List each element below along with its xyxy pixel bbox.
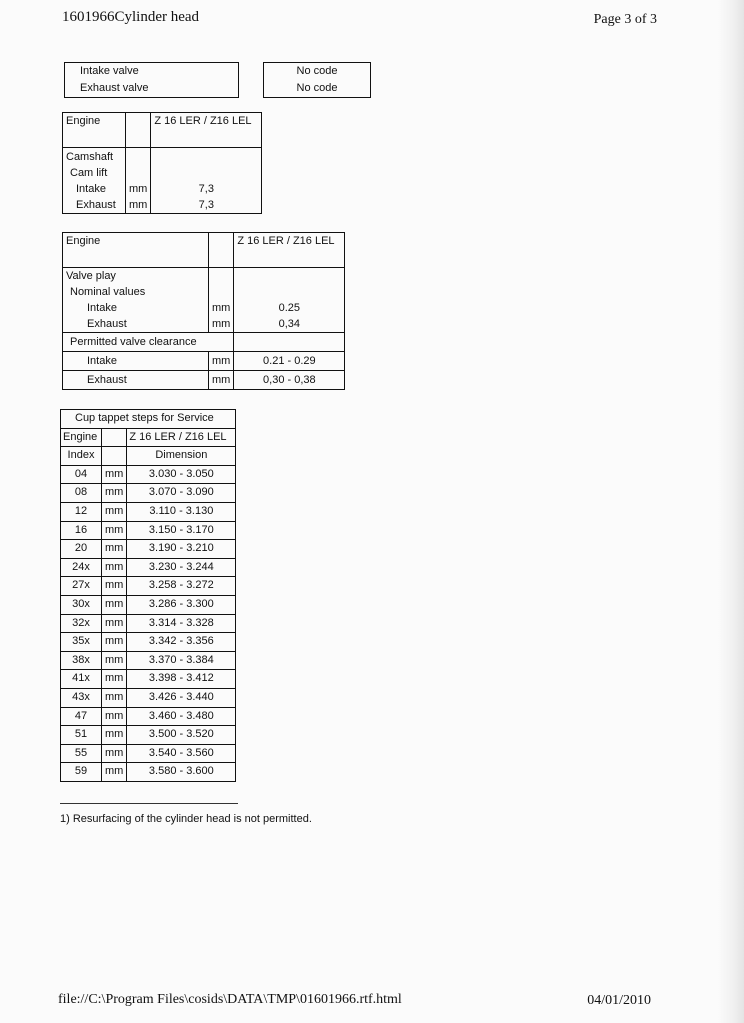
unit: mm <box>209 300 234 316</box>
table-row <box>63 113 262 148</box>
index-cell: 24x <box>61 558 102 577</box>
value: 0.25 <box>234 300 345 316</box>
footnote: 1) Resurfacing of the cylinder head is not permitted. <box>60 813 312 825</box>
valve-code-table <box>64 62 371 98</box>
valve-label: Intake valve <box>65 63 239 81</box>
dimension-cell: 3.370 - 3.384 <box>127 651 236 670</box>
index-cell: 04 <box>61 465 102 484</box>
unit: mm <box>126 181 151 197</box>
unit-cell: mm <box>102 614 127 633</box>
value: 7,3 <box>151 181 262 197</box>
index-cell: 47 <box>61 707 102 726</box>
sub-label: Cam lift <box>63 165 126 181</box>
unit-cell: mm <box>102 670 127 689</box>
dimension-cell: 3.030 - 3.050 <box>127 465 236 484</box>
dimension-cell: 3.110 - 3.130 <box>127 502 236 521</box>
dimension-cell: 3.258 - 3.272 <box>127 577 236 596</box>
table-row <box>61 633 236 652</box>
table-row <box>63 316 345 333</box>
table-row <box>61 726 236 745</box>
row-label: Exhaust <box>63 316 209 333</box>
index-cell: 51 <box>61 726 102 745</box>
table-row <box>61 410 236 429</box>
table-row <box>61 707 236 726</box>
table-row <box>63 352 345 371</box>
engine-value: Z 16 LER / Z16 LEL <box>127 428 236 447</box>
index-header: Index <box>61 447 102 466</box>
camshaft-table <box>62 112 262 214</box>
sub-label: Nominal values <box>63 284 209 300</box>
tappet-steps-table <box>60 409 236 782</box>
index-cell: 20 <box>61 540 102 559</box>
engine-value: Z 16 LER / Z16 LEL <box>234 233 345 268</box>
page-number: Page 3 of 3 <box>593 12 657 27</box>
dimension-cell: 3.314 - 3.328 <box>127 614 236 633</box>
section-label: Valve play <box>63 268 209 285</box>
unit-cell: mm <box>102 502 127 521</box>
unit-cell: mm <box>102 540 127 559</box>
unit-cell: mm <box>102 465 127 484</box>
table-row <box>61 484 236 503</box>
dimension-cell: 3.150 - 3.170 <box>127 521 236 540</box>
section-label: Camshaft <box>63 148 126 166</box>
unit-cell: mm <box>102 633 127 652</box>
row-label: Exhaust <box>63 371 209 390</box>
table-row <box>61 540 236 559</box>
row-label: Intake <box>63 300 209 316</box>
index-cell: 08 <box>61 484 102 503</box>
table-row <box>61 521 236 540</box>
table-row <box>61 558 236 577</box>
table-title: Cup tappet steps for Service <box>61 410 236 429</box>
table-row <box>63 181 262 197</box>
dimension-cell: 3.190 - 3.210 <box>127 540 236 559</box>
dimension-cell: 3.070 - 3.090 <box>127 484 236 503</box>
unit-cell: mm <box>102 688 127 707</box>
unit-cell: mm <box>102 595 127 614</box>
index-cell: 43x <box>61 688 102 707</box>
table-row <box>63 233 345 268</box>
index-cell: 27x <box>61 577 102 596</box>
unit: mm <box>209 316 234 333</box>
value: 0,34 <box>234 316 345 333</box>
dimension-cell: 3.230 - 3.244 <box>127 558 236 577</box>
index-cell: 30x <box>61 595 102 614</box>
valve-code: No code <box>264 63 371 81</box>
table-row <box>61 502 236 521</box>
page-edge-shadow <box>718 0 744 1023</box>
unit: mm <box>209 371 234 390</box>
valve-code: No code <box>264 80 371 98</box>
index-cell: 59 <box>61 763 102 782</box>
document-title: 1601966Cylinder head <box>62 9 200 25</box>
index-cell: 35x <box>61 633 102 652</box>
index-cell: 41x <box>61 670 102 689</box>
unit-cell: mm <box>102 651 127 670</box>
dimension-cell: 3.460 - 3.480 <box>127 707 236 726</box>
dimension-cell: 3.398 - 3.412 <box>127 670 236 689</box>
table-row <box>63 165 262 181</box>
print-date: 04/01/2010 <box>587 993 651 1008</box>
table-row <box>63 268 345 285</box>
value: 0.21 - 0.29 <box>234 352 345 371</box>
table-row <box>61 577 236 596</box>
table-row <box>63 148 262 166</box>
unit: mm <box>209 352 234 371</box>
tappet-rows <box>61 465 236 781</box>
index-cell: 55 <box>61 744 102 763</box>
table-row <box>61 670 236 689</box>
unit-cell: mm <box>102 484 127 503</box>
table-row <box>63 284 345 300</box>
dimension-cell: 3.540 - 3.560 <box>127 744 236 763</box>
valve-label: Exhaust valve <box>65 80 239 98</box>
sub-label: Permitted valve clearance <box>63 333 234 352</box>
table-row <box>63 197 262 214</box>
table-row <box>61 744 236 763</box>
unit: mm <box>126 197 151 214</box>
table-row <box>63 300 345 316</box>
table-row <box>61 428 236 447</box>
footnote-divider <box>60 803 238 804</box>
table-row <box>65 80 371 98</box>
row-label: Intake <box>63 352 209 371</box>
unit-cell: mm <box>102 558 127 577</box>
value: 7,3 <box>151 197 262 214</box>
table-row <box>61 651 236 670</box>
row-label: Intake <box>63 181 126 197</box>
unit-cell: mm <box>102 577 127 596</box>
table-row <box>61 465 236 484</box>
unit-cell: mm <box>102 707 127 726</box>
table-row <box>61 595 236 614</box>
dimension-cell: 3.286 - 3.300 <box>127 595 236 614</box>
unit-cell: mm <box>102 726 127 745</box>
dimension-header: Dimension <box>127 447 236 466</box>
unit-cell: mm <box>102 763 127 782</box>
table-row <box>61 763 236 782</box>
table-row <box>63 333 345 352</box>
table-row <box>61 447 236 466</box>
engine-value: Z 16 LER / Z16 LEL <box>151 113 262 148</box>
index-cell: 16 <box>61 521 102 540</box>
value: 0,30 - 0,38 <box>234 371 345 390</box>
table-row <box>65 63 371 81</box>
valve-play-table <box>62 232 345 390</box>
file-path: file://C:\Program Files\cosids\DATA\TMP\01601966.rtf.html <box>58 992 402 1007</box>
engine-label: Engine <box>61 428 102 447</box>
unit-cell: mm <box>102 521 127 540</box>
row-label: Exhaust <box>63 197 126 214</box>
table-row <box>61 688 236 707</box>
index-cell: 38x <box>61 651 102 670</box>
table-row <box>61 614 236 633</box>
unit-cell: mm <box>102 744 127 763</box>
index-cell: 32x <box>61 614 102 633</box>
table-row <box>63 371 345 390</box>
index-cell: 12 <box>61 502 102 521</box>
dimension-cell: 3.342 - 3.356 <box>127 633 236 652</box>
dimension-cell: 3.500 - 3.520 <box>127 726 236 745</box>
engine-label: Engine <box>63 233 209 268</box>
dimension-cell: 3.426 - 3.440 <box>127 688 236 707</box>
dimension-cell: 3.580 - 3.600 <box>127 763 236 782</box>
engine-label: Engine <box>63 113 126 148</box>
